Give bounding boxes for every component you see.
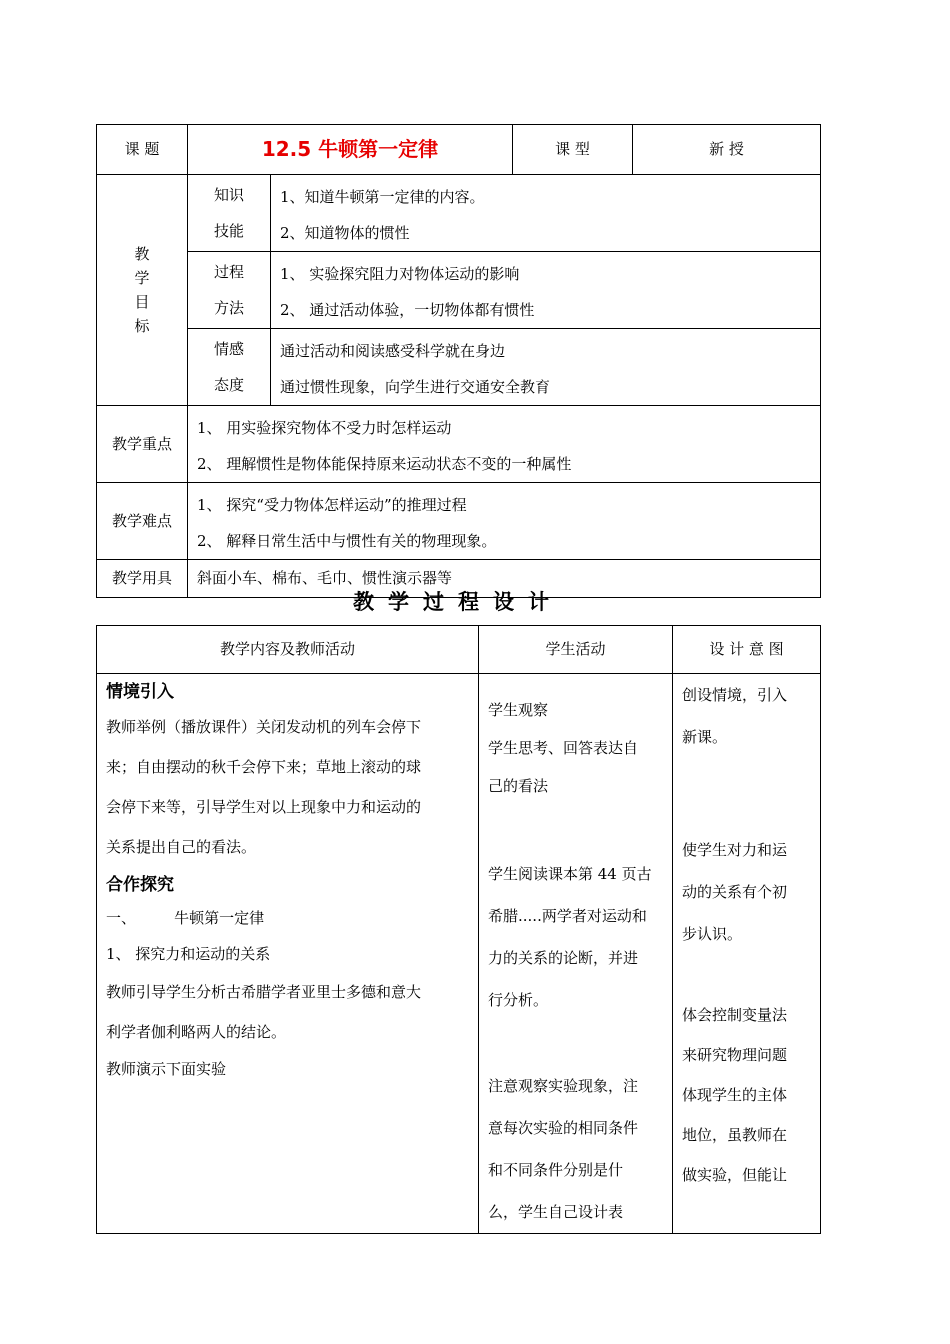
- tools-label: 教学用具: [97, 560, 188, 598]
- objective-line: 通过惯性现象，向学生进行交通安全教育: [280, 378, 551, 396]
- student-line: 意每次实验的相同条件: [488, 1119, 639, 1137]
- lesson-info-table: [96, 124, 821, 598]
- type-label: 课 型: [513, 125, 633, 175]
- key-point-line: 1、 用实验探究物体不受力时怎样运动: [197, 419, 452, 437]
- process-title: 教学过程设计: [353, 589, 563, 614]
- objective-line: 1、知道牛顿第一定律的内容。: [280, 188, 485, 206]
- objective-content: [271, 329, 821, 406]
- intent-line: 步认识。: [682, 925, 743, 943]
- spacer: [682, 955, 812, 995]
- key-point-line: 2、 理解惯性是物体能保持原来运动状态不变的一种属性: [197, 455, 572, 473]
- objectives-label-char: 目: [134, 293, 150, 311]
- lesson-title: 12.5 牛顿第一定律: [188, 125, 513, 175]
- spacer: [682, 758, 812, 829]
- student-line: 学生观察: [488, 701, 549, 719]
- section-heading: 情境引入: [106, 682, 174, 702]
- difficulty-line: 2、 解释日常生活中与惯性有关的物理现象。: [197, 532, 497, 550]
- section-heading: 合作探究: [106, 875, 174, 895]
- key-points-label: 教学重点: [97, 406, 188, 483]
- objective-line: 2、 通过活动体验，一切物体都有惯性: [280, 301, 535, 319]
- objective-content: [271, 252, 821, 329]
- intent-line: 做实验，但能让: [682, 1166, 788, 1184]
- subsection-heading: 1、 探究力和运动的关系: [106, 945, 271, 963]
- teacher-activity-cell: [97, 674, 479, 1234]
- difficulties-label: 教学难点: [97, 483, 188, 560]
- process-table: [96, 625, 821, 1234]
- student-line: 己的看法: [488, 777, 549, 795]
- category-line: 态度: [213, 376, 244, 394]
- category-line: 技能: [213, 222, 244, 240]
- objective-line: 1、 实验探究阻力对物体运动的影响: [280, 265, 520, 283]
- paragraph-line: 关系提出自己的看法。: [106, 838, 257, 856]
- objectives-label-char: 标: [134, 317, 150, 335]
- intent-line: 创设情境，引入: [682, 686, 788, 704]
- process-header-intent: 设 计 意 图: [673, 626, 821, 674]
- subsection-heading: 一、 牛顿第一定律: [106, 909, 265, 927]
- objectives-label-char: 学: [134, 269, 150, 287]
- topic-label: 课 题: [97, 125, 188, 175]
- intent-line: 体现学生的主体: [682, 1086, 788, 1104]
- student-line: 希腊.....两学者对运动和: [488, 907, 647, 925]
- objectives-label: [97, 175, 188, 406]
- category-line: 知识: [213, 186, 244, 204]
- difficulties-content: [188, 483, 821, 560]
- key-points-content: [188, 406, 821, 483]
- student-line: 学生阅读课本第 44 页古: [488, 865, 652, 883]
- objective-category: [188, 175, 271, 252]
- tools-value: 斜面小车、棉布、毛巾、惯性演示器等: [188, 560, 821, 598]
- paragraph-line: 会停下来等，引导学生对以上现象中力和运动的: [106, 798, 422, 816]
- student-line: 么，学生自己设计表: [488, 1203, 624, 1221]
- paragraph-line: 教师演示下面实验: [106, 1060, 227, 1078]
- student-line: 行分析。: [488, 991, 549, 1009]
- category-line: 方法: [213, 299, 244, 317]
- spacer: [488, 805, 664, 853]
- objective-category: [188, 252, 271, 329]
- student-line: 力的关系的论断，并进: [488, 949, 639, 967]
- intent-line: 地位，虽教师在: [682, 1126, 788, 1144]
- process-header-student: 学生活动: [479, 626, 673, 674]
- intent-line: 使学生对力和运: [682, 841, 788, 859]
- spacer: [488, 1021, 664, 1065]
- student-line: 注意观察实验现象，注: [488, 1077, 639, 1095]
- paragraph-line: 教师引导学生分析古希腊学者亚里士多德和意大: [106, 983, 422, 1001]
- objective-content: [271, 175, 821, 252]
- category-line: 情感: [213, 340, 244, 358]
- paragraph-line: 利学者伽利略两人的结论。: [106, 1023, 287, 1041]
- category-line: 过程: [213, 263, 244, 281]
- paragraph-line: 教师举例（播放课件）关闭发动机的列车会停下: [106, 718, 422, 736]
- objectives-label-char: 教: [134, 245, 150, 263]
- intent-line: 动的关系有个初: [682, 883, 788, 901]
- type-value: 新 授: [633, 125, 821, 175]
- objective-category: [188, 329, 271, 406]
- student-line: 和不同条件分别是什: [488, 1161, 624, 1179]
- student-line: 学生思考、回答表达自: [488, 739, 639, 757]
- difficulty-line: 1、 探究“受力物体怎样运动”的推理过程: [197, 496, 467, 514]
- student-activity-cell: [479, 674, 673, 1234]
- objective-line: 通过活动和阅读感受科学就在身边: [280, 342, 506, 360]
- intent-line: 来研究物理问题: [682, 1046, 788, 1064]
- process-header-teacher: 教学内容及教师活动: [97, 626, 479, 674]
- objective-line: 2、知道物体的惯性: [280, 224, 410, 242]
- design-intent-cell: [673, 674, 821, 1234]
- paragraph-line: 来；自由摆动的秋千会停下来；草地上滚动的球: [106, 758, 422, 776]
- intent-line: 新课。: [682, 728, 728, 746]
- intent-line: 体会控制变量法: [682, 1006, 788, 1024]
